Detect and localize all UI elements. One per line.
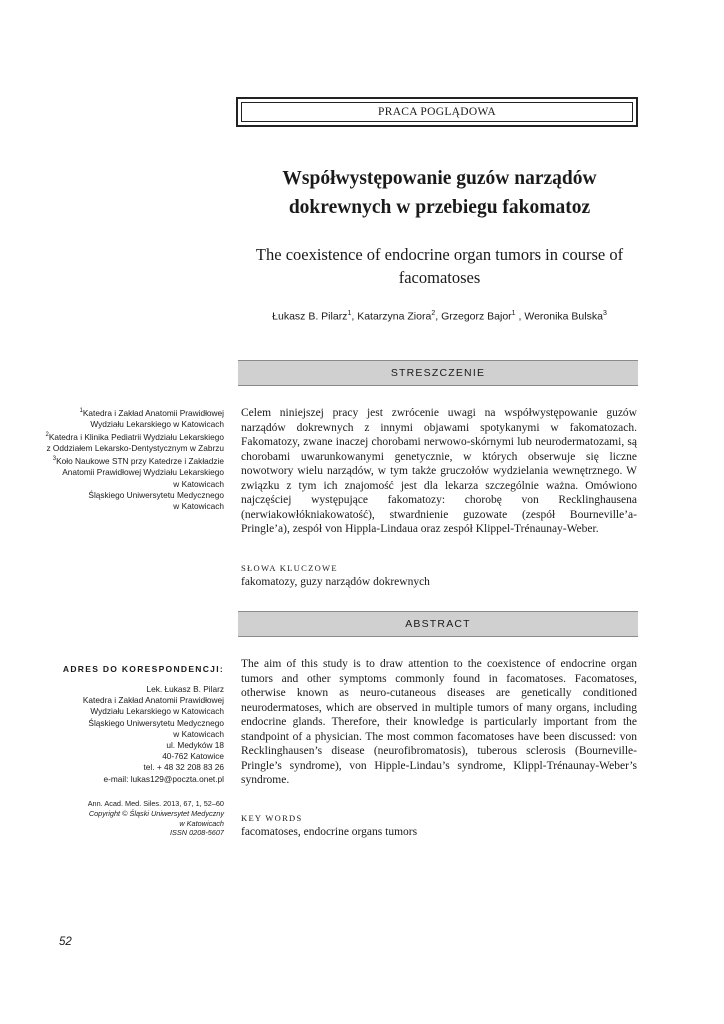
page-number: 52	[59, 936, 72, 948]
affiliations	[40, 406, 224, 512]
abstract-heading: ABSTRACT	[238, 611, 638, 637]
address-line: 40-762 Katowice	[162, 751, 224, 762]
affiliation-line: Wydziału Lekarskiego w Katowicach	[90, 418, 224, 429]
correspondence-title: ADRES DO KORESPONDENCJI:	[62, 664, 224, 674]
address-line: Śląskiego Uniwersytetu Medycznego	[88, 717, 224, 728]
author-name: Weronika Bulska	[524, 310, 603, 323]
author-affiliation-mark: 2	[431, 310, 436, 317]
affiliation-line: Anatomii Prawidłowej Wydziału Lekarskiego	[62, 467, 224, 478]
author-affiliation-mark: 1	[511, 310, 516, 317]
address-line: Lek. Łukasz B. Pilarz	[146, 684, 224, 694]
journal-citation: Ann. Acad. Med. Siles. 2013, 67, 1, 52–60	[87, 799, 224, 808]
authors-line: Łukasz B. Pilarz$^1$, Katarzyna Ziora$^2$, Grzegorz Bajor$^1$ , Weronika Bulska$^3$	[272, 310, 607, 323]
section-type-label: PRACA POGLĄDOWA	[241, 102, 633, 122]
affiliation-number: 2	[45, 432, 49, 439]
author-affiliation-mark: 1	[347, 310, 352, 317]
author-affiliation-mark: 3	[602, 310, 607, 317]
address-line: w Katowicach	[173, 728, 224, 739]
title-english: The coexistence of endocrine organ tumors in course of facomatoses	[255, 245, 624, 287]
keywords-polish-label: SŁOWA KLUCZOWE	[241, 563, 338, 573]
issn: ISSN 0208-5607	[170, 828, 224, 838]
author-name: Łukasz B. Pilarz	[272, 310, 348, 323]
copyright-line: Copyright © Śląski Uniwersytet Medyczny	[88, 808, 224, 818]
affiliation-line: $^1$Katedra i Zakład Anatomii Prawidłowej	[79, 407, 224, 418]
citation-block	[40, 799, 224, 838]
affiliation-line: $^2$Katedra i Klinika Pediatrii Wydziału Lekarskiego	[45, 431, 224, 442]
keywords-polish: fakomatozy, guzy narządów dokrewnych	[241, 576, 430, 588]
address-line: Katedra i Zakład Anatomii Prawidłowej	[82, 695, 224, 706]
author-name: Katarzyna Ziora	[357, 310, 432, 323]
email-line[interactable]: e-mail: lukas129@poczta.onet.pl	[103, 773, 224, 784]
keywords-english-label: KEY WORDS	[241, 813, 303, 823]
affiliation-line: Śląskiego Uniwersytetu Medycznego	[88, 489, 224, 500]
title-polish: Współwystępowanie guzów narządów dokrewnych w przebiegu fakomatoz	[282, 168, 597, 218]
address-line: tel. + 48 32 208 83 26	[143, 762, 224, 773]
copyright-line: w Katowicach	[179, 818, 224, 828]
affiliation-line: w Katowicach	[173, 478, 224, 489]
affiliation-line: w Katowicach	[173, 500, 224, 511]
affiliation-number: 1	[79, 408, 83, 414]
abstract-polish: Celem niniejszej pracy jest zwrócenie uwagi na współwystępowanie guzów narządów dokrewnych z innymi objawami spotykanymi w fakomatozach. Fakomatozy, zwane inaczej chorobami nerwowo-skórnymi lub neurodermatozami, są chorobami uwarunkowanymi genetycznie, w których obserwuje się liczne nowotwory wielu narządów, w tym także gruczołów wydzielania wewnętrznego. W związku z tym ich znajomość jest dla lekarza szczególnie ważna. Omówiono najczęściej występujące fakomatozy: chorobę von Recklinghausena (nerwiakowłókniakowatość), stwardnienie guzowate (zespół Bourneville’a-Pringle’a), zespół von Hippla-Lindaua oraz zespół Klippel-Trénaunay-Weber.	[241, 407, 637, 535]
affiliation-line: z Oddziałem Lekarsko-Dentystycznym w Zabrzu	[46, 443, 224, 454]
streszczenie-heading: STRESZCZENIE	[238, 360, 638, 386]
abstract-english: The aim of this study is to draw attention to the coexistence of endocrine organ tumors and other symptoms commonly found in facomatoses. Facomatoses, otherwise known as neuro-cutaneous diseases are genetically conditioned neurodermatoses, which are observed in multiple tumors of many organs, including endocrine glands. Therefore, their knowledge is particularly important from the standpoint of a physician. The most common facomatoses have been discussed: von Recklinghausen’s disease (neurofibromatosis), tuberous sclerosis (Bourneville-Pringle’s syndrome), von Hipple-Lindau’s syndrome, Klippl-Trénaunay-Weber’s syndrome.	[241, 658, 637, 786]
address-line: Wydziału Lekarskiego w Katowicach	[90, 706, 224, 717]
author-name: Grzegorz Bajor	[441, 310, 512, 323]
section-type-box	[236, 97, 638, 127]
correspondence-address	[40, 684, 224, 785]
keywords-english: facomatoses, endocrine organs tumors	[241, 826, 418, 838]
affiliation-line: $^3$Koło Naukowe STN przy Katedrze i Zakładzie	[52, 456, 224, 467]
affiliation-number: 3	[52, 456, 57, 463]
address-line: ul. Medyków 18	[166, 740, 224, 751]
